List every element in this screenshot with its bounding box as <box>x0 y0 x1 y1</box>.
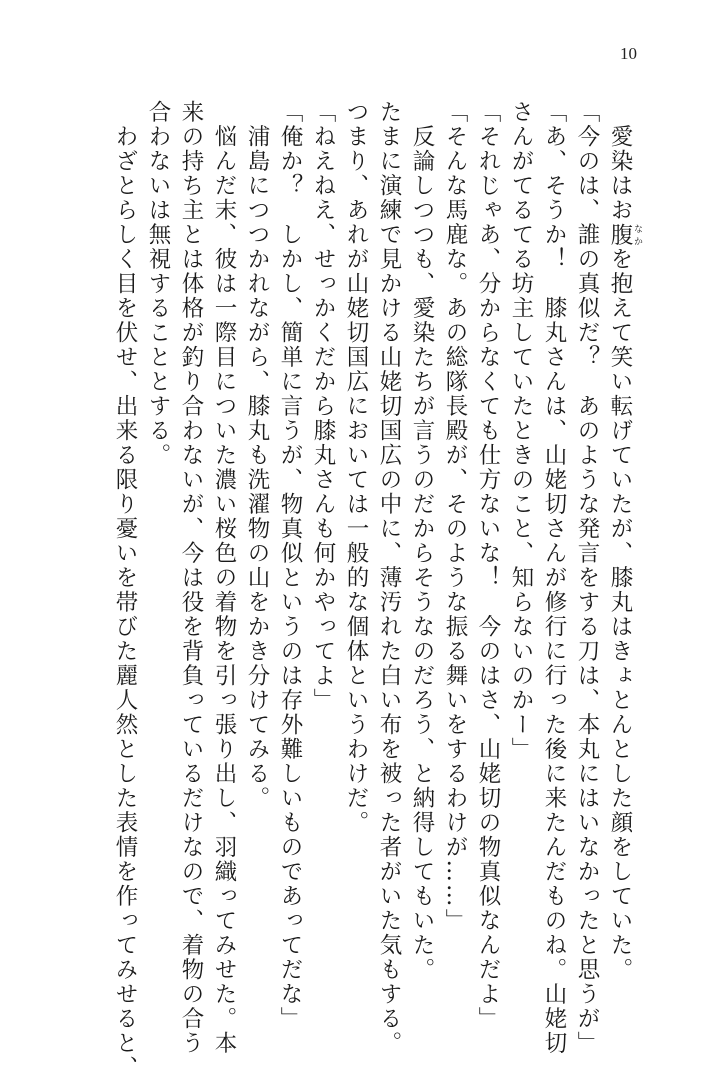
text-line-8: たまに演練で見かける山姥切国広の中に、薄汚れた白い布を被った者がいた気もする。 <box>376 100 402 1056</box>
text-line-5: 「それじゃあ、分からなくても仕方ないな！ 今のはさ、山姥切の物真似なんだよ」 <box>475 100 501 1031</box>
text-line-16: わざとらしく目を伏せ、出来る限り憂いを帯びた麗人然とした表情を作ってみせると、 <box>112 100 138 1080</box>
text-line-1-after-ruby: を抱えて笑い転げていたが、膝丸はきょとんとした顔をしていた。 <box>607 247 633 982</box>
ruby-base: 腹 <box>607 222 633 247</box>
page-number: 10 <box>620 44 637 63</box>
text-line-10: 「ねえねえ、せっかくだから膝丸さんも何かやってよ」 <box>310 100 336 713</box>
ruby-annotation <box>607 222 642 248</box>
text-line-9: つまり、あれが山姥切国広においては一般的な個体というわけだ。 <box>343 100 369 835</box>
vertical-text-body <box>108 100 642 1080</box>
ruby-reading: なか <box>632 222 642 247</box>
text-line-7: 反論しつつも、愛染たちが言うのだからそうなのだろう、と納得してもいた。 <box>409 100 435 982</box>
text-line-13: 悩んだ末、彼は一際目についた濃い桜色の着物を引っ張り出し、羽織ってみせた。本 <box>211 100 237 1056</box>
text-line-6: 「そんな馬鹿な。あの総隊長殿が、そのような振る舞いをするわけが……」 <box>442 100 468 933</box>
text-line-1-before-ruby: 愛染はお <box>607 100 633 223</box>
text-line-2: 「今のは、誰の真似だ？ あのような発言をする刀は、本丸にはいなかったと思うが」 <box>574 100 600 1056</box>
text-line-15: 合わないは無視することとする。 <box>145 100 171 468</box>
text-line-1 <box>603 100 642 980</box>
text-line-11: 「俺か？ しかし、簡単に言うが、物真似というのは存外難しいものであってだな」 <box>277 100 303 1031</box>
text-line-12: 浦島につつかれながら、膝丸も洗濯物の山をかき分けてみる。 <box>244 100 270 811</box>
text-line-3: 「あ、そうか！ 膝丸さんは、山姥切さんが修行に行った後に来たんだものね。山姥切 <box>541 100 567 1056</box>
text-line-14: 来の持ち主とは体格が釣り合わないが、今は役を背負っているだけなので、着物の合う <box>178 100 204 1056</box>
text-line-4: さんがてるてる坊主していたときのこと、知らないのかー」 <box>508 100 534 762</box>
